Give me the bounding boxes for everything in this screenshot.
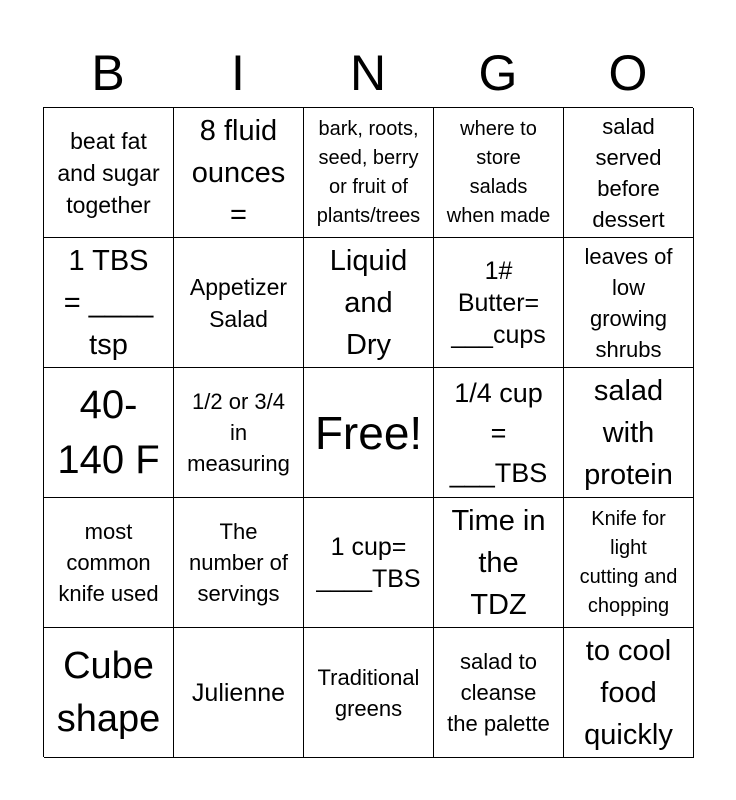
bingo-cell[interactable] [304, 108, 434, 238]
cell-text: salad served before dessert [592, 113, 665, 232]
cell-text: Time in the TDZ [451, 504, 546, 621]
cell-text: 1# Butter= ___cups [451, 256, 546, 349]
header-letter-i: I [231, 45, 245, 101]
bingo-cell[interactable] [564, 108, 694, 238]
bingo-cell[interactable] [44, 108, 174, 238]
free-space-text: Free! [314, 406, 423, 459]
bingo-cell[interactable] [564, 368, 694, 498]
cell-text: 1 cup= ____TBS [316, 532, 421, 593]
bingo-cell[interactable] [174, 368, 304, 498]
cell-text: Julienne [191, 678, 286, 707]
bingo-cell[interactable] [434, 368, 564, 498]
cell-text: Knife for light cutting and chopping [579, 507, 678, 617]
cell-text: leaves of low growing shrubs [584, 243, 673, 362]
bingo-cell[interactable] [174, 628, 304, 758]
bingo-cell[interactable] [434, 498, 564, 628]
cell-text: Appetizer Salad [189, 273, 288, 332]
bingo-cell[interactable] [44, 628, 174, 758]
bingo-cell[interactable] [174, 238, 304, 368]
cell-text: bark, roots, seed, berry or fruit of plants/trees [316, 117, 421, 227]
cell-text: Liquid and Dry [329, 244, 408, 361]
bingo-cell[interactable] [564, 628, 694, 758]
cell-text: 1/4 cup = ___TBS [449, 377, 548, 488]
cell-text: The number of servings [188, 519, 289, 606]
header-letter-o: O [608, 45, 648, 101]
bingo-cell[interactable] [304, 238, 434, 368]
cell-text: 1 TBS = ____ tsp [63, 244, 154, 361]
header-letter-g: G [478, 45, 518, 101]
header-letter-b: B [91, 45, 125, 101]
bingo-cell[interactable] [564, 238, 694, 368]
bingo-cell[interactable] [434, 238, 564, 368]
cell-text: salad to cleanse the palette [447, 649, 550, 736]
cell-text: to cool food quickly [584, 634, 673, 751]
cell-text: 8 fluid ounces = [191, 114, 286, 231]
cell-text: most common knife used [58, 519, 159, 606]
bingo-cell[interactable] [434, 628, 564, 758]
free-space-cell[interactable] [304, 368, 434, 498]
cell-text: Traditional greens [317, 664, 420, 721]
cell-text: salad with protein [584, 374, 673, 491]
bingo-cell[interactable] [44, 498, 174, 628]
bingo-cell[interactable] [44, 238, 174, 368]
cell-text: where to store salads when made [446, 117, 551, 227]
bingo-cell[interactable] [174, 498, 304, 628]
cell-text: 40- 140 F [57, 382, 160, 482]
bingo-board [43, 107, 693, 757]
bingo-cell[interactable] [564, 498, 694, 628]
bingo-cell[interactable] [434, 108, 564, 238]
cell-text: 1/2 or 3/4 in measuring [187, 389, 290, 476]
bingo-cell[interactable] [174, 108, 304, 238]
cell-text: beat fat and sugar together [57, 127, 160, 218]
bingo-cell[interactable] [304, 628, 434, 758]
cell-text: Cube shape [56, 644, 161, 740]
bingo-cell[interactable] [304, 498, 434, 628]
header-letter-n: N [349, 45, 387, 101]
bingo-header [43, 38, 693, 108]
bingo-cell[interactable] [44, 368, 174, 498]
